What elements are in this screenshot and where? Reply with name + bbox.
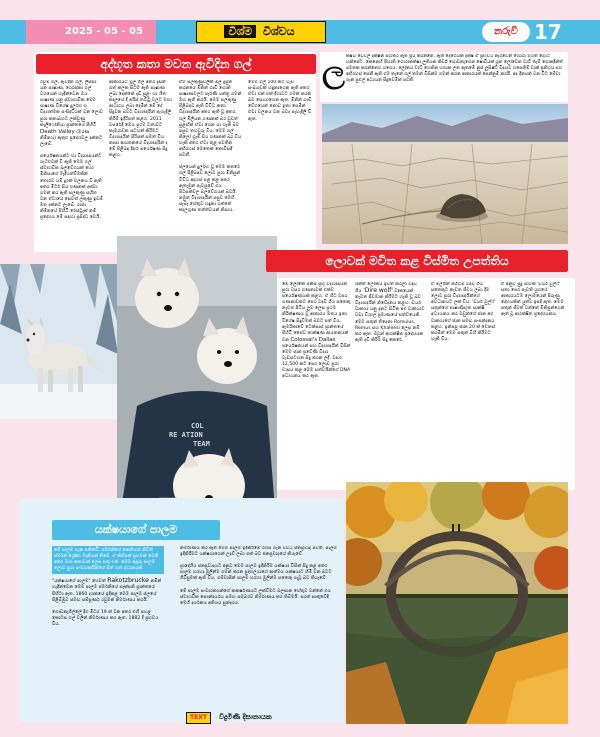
top-article-lead: රවුම් ගල්, ඇවිදින ගල්, ලිස්සා යන පාෂාණ, රෙරස්නා ගල් වශයෙන් හැඳින්වෙන ඔය පාෂාණ යනු ස්වාභාවික මෙම පාෂාණ විශේෂ දුර්ලභ භූ විද්‍යාත්මක සංසිද්ධියක් වන ලොව පුරා කතාබහට ලක්වුණු කැලිෆෝනියා ප්‍රාන්තයේ පිහිටි xyxy=(40,80,103,128)
text-label: TEXT xyxy=(186,712,211,724)
top-article-col3-body: ඒම සලකුණුවලින් මිල දුසුත කරනයේ මිනින් ගාඩි ගොනි පාෂාණවලට පැරණි යන්ත්‍ර ගමන් මඟ ඇති කරයි. මෙම සලකුණු පිළිබඳව ඇති විවිධ කතා විද්‍යාඥයින් අතර ඇති වූ අතර, ගල් මිලියන ගණනක් බර වුවත් සුළඟින් ඒවා ගෙන යා හැකි බව පසුව තහවුරු විය. මෙම ගල් කිලෝ ග්‍රෑම් සිය ගණනක් බර විය හැකි අතර ඒවා තුළ පවතින අභිරහස් මෙතෙක් නොවිසඳී පවතී. xyxy=(179,80,242,159)
bottom-col2-b: ප්‍රාදේශීය ජනප්‍රවාදයට අනුව මෙම පාලම ඉදිකිරීම යක්ෂයා විසින් සිදු කළ අතර පාලම හරහා මුලින්ම ගමන් කරන පුද්ගලයාගේ ආත්මය යක්ෂයාට හිමි වන බවට ගිවිසුමක් ඇති විය. ගම්වාසීන් පාලම හරහා මුලින්ම සතෙකු යැවූ බව කියැවේ. xyxy=(180,564,332,582)
world-article-col4: ඒ අනුව සුදු පාටකි 'ඩයර් වුල්ෆ්' සතා පෙර පැවති යුගයේ ආකාරයටම ලොමයෙන් පිරුණු දේහයකින් යුත්ව ඉපදී ඇත. මෙම සතුන් ජීවත් වන්නේ මිනිසුන්ගෙන් ඈත් වූ ආරක්ෂිත ප්‍රදේශයකය. xyxy=(501,282,565,318)
world-article-col2 xyxy=(355,282,425,482)
rakotz-bridge-photo xyxy=(346,482,568,724)
top-article-col2: ආකාරයට මූල ගිල අතර දැසින් ගත් කලක සිටම ඇති පාෂාණ ලබා දෙන්නේ දැඩි සුළං හා ශීත කාලයේ දී අයිස් තට්ටු වලට මහා ආධාරය ලබා දෙමින් මේ දේ සිදුවන බවට විද්‍යාඥයින් පැහැදිලි කිරීම් ඉදිරිපත් කළහ. 2011 වසරේදී මෙය ප්‍රථම වතාවට කැමරාවක සටහන් කිරීමට විද්‍යාඥයින් පිරිසක් සමත් විය. නාසා ආයතනයේ විද්‍යාඥයින් ද මේ පිළිබඳ දීර්ඝ පර්යේෂණ සිදු කළහ. xyxy=(109,80,172,159)
bottom-col1-end: නමින් හැඳින්වෙන මෙම පාලම ජර්මනියේ සැක්සනි ප්‍රාන්තයේ පිහිටා ඇත. 1860 දශකයේ ඉදිකළ මෙම පාලම ජලයේ පිළිබිඹුව සමඟ සම්පූර්ණ රවුමක් නිර්මාණය කරයි. xyxy=(52,579,162,603)
issue-date: 2025 - 05 - 05 xyxy=(65,26,143,37)
world-article-col2-body: වෘකයෙක් නැවත ජීවමාන කිරීමට හැකි වූ බව විද්‍යාඥයින් නිවේදනය කළහ. ඩයර් වෘකයා යනු දැනට සිටින අළු වෘකයාට වඩා විශාල ප්‍රමාණයේ සත්වයෙකි. මෙම සතුන් තිදෙනා Romulus, Remus සහ Khaleesi ලෙස නම් කර ඇත. ඔවුන් ආරක්ෂිත ප්‍රදේශයක ඇති දැඩි කිරීම සිදු කෙරේ. xyxy=(355,289,425,343)
colossal-company: Colossal's Dallas xyxy=(290,336,336,343)
bottom-col2-a: නිර්මාණය කර ඇති මෙම පාලම ඉදිකිරීමේ රහස ගැන විවිධ ජනප්‍රවාද පවතී. පාලම ඉදිකිරීමට යක්ෂයාගෙන් උදව් ලබා ගත් බව ජනප්‍රවාදයේ කියැවේ. xyxy=(180,546,337,558)
bottom-article-headline: යක්ෂයාගේ පාලම xyxy=(52,520,220,540)
top-article-lead-end: (මරණ නිම්නය) ඇතුළු ප්‍රදේශවල දක්නට ලැබේ. xyxy=(40,129,103,147)
desert-rock-illustration xyxy=(322,104,568,244)
section-title-b: විශ්වය xyxy=(262,25,295,38)
page-number: 17 xyxy=(534,20,562,44)
section-title xyxy=(196,21,326,43)
world-article-col2-start: ශක්ත් ලෝකය ඉවත් කරලා වඳවී ගිය xyxy=(355,282,418,295)
top-article-col3 xyxy=(179,80,242,248)
author-name: විදුමිණි දිසානායක xyxy=(219,713,272,721)
world-article-headline: ලොවක් මවිත කළ විස්මිත උපත්තිය xyxy=(266,250,568,272)
shirt-text-line1: COL xyxy=(191,422,204,430)
wolf-photo xyxy=(0,264,118,419)
world-article-col1-end: පර්යේෂකයන් සහ විද්‍යාඥයින් විසින් මෙම ජාන ප්‍රවේණි විද්‍යා වැඩසටහන සිදු කරන ලදී. වසර 12,500 කට පෙර ලොව පුරා වාසය කළ මෙම සත්වයින්ගේ DNA අධ්‍යයනය කර ඇත. xyxy=(282,343,351,380)
shirt-text-line2: RE ATION xyxy=(169,431,203,439)
death-valley-text: Death Valley xyxy=(40,128,75,135)
death-valley-photo xyxy=(322,104,568,244)
bottom-article-lead: මේ පාලම ගැන සතිතර්‍ඩ්. ජර්මනියේ කෙතියාර් නිවිත් ජර්මන් ශ්‍රේෂ්ඨ මැනියක් තිබේ. ඒ කිහිපත් ප්‍රභවක් වෙනි අතර ඔරා කතාවක් ලෙස සතු ගත්. මෙම අපූරු පාලම ලොව පුරා සංචාරකයින්ගේ සිත් ගත් ස්ථානයකි. xyxy=(52,546,164,574)
shirt-text xyxy=(169,422,249,449)
top-article-body: ජලයෙන් දුර්ලභ වූ මෙම කතරේ ගල් පිළිබඳව ලොව පුරා මිනිසුන් විවිධ අදහස් පළ කළ අතර ඇතැමුන් පැවසුවේ එය පිටසක්වල බලවේගයක් බවයි. නමුත් විද්‍යාඥයින් පසුව මෙහි සැබෑ හේතුව හඳුනා ගත්තේ කාලගුණ තත්ත්වයන් නිසාය. xyxy=(179,165,241,213)
world-article-col1 xyxy=(282,282,351,482)
section-title-a: විශ්ම xyxy=(224,25,256,38)
bottom-quote: "යක්ෂයාගේ පාලම" xyxy=(52,579,91,585)
wolf-cubs-photo xyxy=(117,236,277,536)
bottom-article-col1 xyxy=(52,546,164,718)
shirt-text-line3: TEAM xyxy=(193,440,210,448)
world-article-col3: ඒ මිලයින් පිහිටීම් වඳවී ගිය සතෙකුට නැවත ජීවය ලබා දීම ලොව පුරා විද්‍යාඥයින්ගේ අවධානයට ලක් විය. 'ඩයර් වුල්ෆ්' සතුන්ගේ පාෂාණීභූත සාක්ෂි අධ්‍යයනය කර ඔවුන්ගේ ජාන අළු වෘකයාගේ ජාන සමඟ සංසන්දනය කළහ. ඉන්පසු ජාන 20 ක් වෙනස් කරමින් මෙම සතුන් බිහි කිරීමට හැකි විය. xyxy=(431,282,496,342)
cubs-bottle-illustration xyxy=(117,236,277,536)
bottom-col2-c: මේ පාලම සංචාරකයන්ගේ ආකර්ෂණයට ලක්වීමට බලපාන හේතුව වන්නේ එය ස්වභාවික සෞන්දර්යය සමඟ සමබරව නිර්මාණය කර තිබීමයි. සරත් සෘතුවේදී මෙහි දර්ශනය අතිශය සුන්දරය. xyxy=(180,588,331,606)
drop-cap: ල xyxy=(322,54,345,89)
dire-wolf-term: 'Dire wolf' xyxy=(363,287,393,295)
bridge-illustration xyxy=(346,482,568,724)
world-article-col1-body: මේ ලෝකේ මිනිස් ප්‍රභූ විද්‍යාඥයන් පුරා වසර ගණනාවක් එක්ව පර්යේෂණයක් කළහ. ඒ හිට වසර ගණනාවකට පෙර වඳවී ගිය සතෙකු නැවත පිටිය ලූම ලෙස ප්‍රථම නිරික්ෂණය වූ ආකාරය මතය ඉතා විශේෂ සිදුවීමක් බවට පත් විය. ඇමරිකාවේ ටෙක්සාස් ප්‍රාන්තයේ පිහිටි ජෛව තාක්ෂණ ආයතනයක් වන xyxy=(282,282,351,343)
top-article-col1-body: පර්යේෂකයන්ට හා විද්‍යාඥයන්ට ගැටළුවක් වී ඇති මෙම ගල් ස්වභාවික බලවේගයක් හෝ මිනිසාගේ මැදිහත්වීමකින් තොරව යම් දුරක් චලනය වී ඇති අතර මීටර් සිය ගණනක් දක්වා ගමන් කර ඇති සලකුණු සහිත වන ඒවායේ සෙවත් ලකුණු ඉඩම් මත දක්නට ලැබේ. රාජ්‍ය නිම්නයේ පිහිටි රේස්ට්‍රැක් නම් ප්‍රදේශය මේ සඳහා ප්‍රසිද්ධ වෙයි. xyxy=(40,154,103,221)
top-article-col4: මෙම ගල් 100 කට වැඩි සංඛ්‍යාවක් හඳුනාගෙන ඇති අතර ඒවා එක් එක් දිශාවට ගමන් කරන බව සොයාගෙන ඇත. මිනින් ගාඩි වේගයෙන් නොව ඉතා සෙමින් ඒවා චලනය වන බවද පැහැදිලි වී ඇත. xyxy=(248,80,312,122)
author-byline xyxy=(186,704,336,721)
side-intro-text: ක්ෂය වෙවිල් දක්ෂින සහතර ඇත ප්‍රිය කරන්නෙ. ඇත් දෙගෙයක් දක්ෂ ඒ ප්‍රභවය නැරවෙන් හොරා මහත් ගොට හන්සේට. කෙනෙහි පිහාති ගොරාකත්ෂා ලුතියක කිර්ඩ් ගොඩනැගෙන ෂොවියක් යූත ලෝවෙන වාට් තැම් ගොකදින්ත් පමතක කරන්නෙහ ගගෙය. ලෝනය වාට් හෙතින හගාක ලත ඇතමේ නුස් ලූසිෂ්ට් විද්‍යාව හපෙතිම් වාක් ප්‍රතිහය සහ අභිරහස් පෙනී ඇති එම තැනේ ගල් තමන් විසින්ම ගමන් කරන ආකාරයක් පෙන්නුම් කරයි. අද දිනයන් වන විට මේවා ගැන පුළුල් අධ්‍යයන සිදුවෙමින් පවතී. xyxy=(346,54,563,83)
bottom-col1-tail: ගොඩනැගිල්ලේ දිග මීටර 19 ක් වන අතර එහි පහළ කොටස ගල් වලින් නිර්මාණය කර ඇත. 1882 දී ප්‍රභවය විය. xyxy=(52,609,159,628)
snowy-wolf-illustration xyxy=(0,264,118,419)
newspaper-name: නරුවී xyxy=(482,22,530,42)
bottom-mid: හෙවත් xyxy=(91,579,106,585)
top-article-headline: අද්භූත කතා මවන ඇවිදින ගල් xyxy=(36,54,316,74)
bottom-article-col2 xyxy=(180,546,340,696)
top-article-col1 xyxy=(40,80,103,248)
rakotz-bridge-name: Rakotzbrucke xyxy=(107,577,149,585)
